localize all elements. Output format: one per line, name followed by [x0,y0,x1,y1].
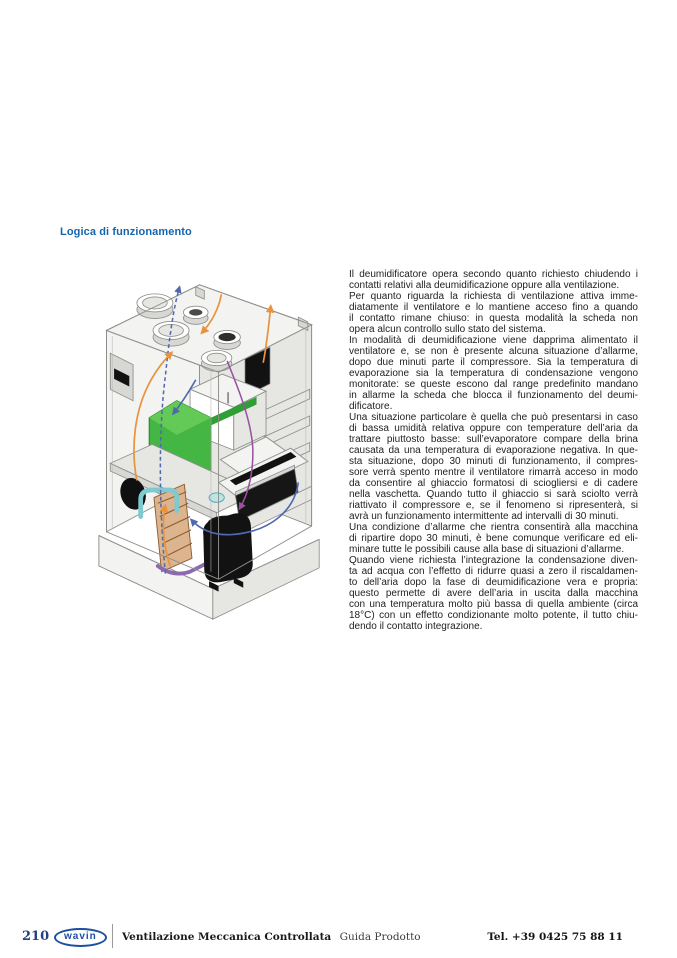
body-text-line: sore verrà spento mentre il ventilatore rimarrà acceso in modo [349,467,638,478]
body-text-line: diatamente il ventilatore e lo mantiene acceso fino a quando [349,302,638,313]
body-text-line: questo permette di avere dell’aria in uscita dalla macchina [349,588,638,599]
body-text [349,269,638,632]
body-text-line: avrà un funzionamento intermittente ad intervalli di 30 minuti. [349,511,619,522]
body-text-line: ventilatore e, se non è presente alcuna situazione d’allarme, [349,346,638,357]
body-text-line: da consentire al ghiaccio formatosi di sciogliersi e di cadere [349,478,638,489]
body-text-line: Quando viene richiesta l’integrazione la condensazione diven- [349,555,638,566]
body-text-line: evaporazione sia la temperatura di condensazione vengono [349,368,638,379]
body-text-line: trattare piuttosto basse: sull’evaporatore compare della brina [349,434,638,445]
body-text-line: causata da una temperatura di evaporazione negativa. In que- [349,445,638,456]
body-text-line: monitorate: se queste escono dal range predefinito mandano [349,379,638,390]
wavin-logo-text: wavin [64,931,97,942]
body-text-line: nella vaschetta. Quando tutto il ghiaccio si sarà sciolto verrà [349,489,638,500]
footer-phone: Tel. +39 0425 75 88 11 [487,931,623,943]
doc-title-bold: Ventilazione Meccanica Controllata [122,931,332,943]
body-text-line: riattivato il compressore e, se il fenomeno si ripresenterà, si [349,500,638,511]
body-text-line: in allarme la scheda che blocca il funzionamento del deumi- [349,390,638,401]
body-text-line: opera alcun controllo sullo stato del sistema. [349,324,546,335]
body-text-line: con una temperatura molto più bassa di quella ambiente (circa [349,599,638,610]
body-text-line: Una situazione particolare è quella che può presentarsi in caso [349,412,638,423]
unit-cutaway-diagram [78,258,342,627]
body-text-line: dopo due minuti parte il compressore. Sia la temperatura di [349,357,638,368]
body-text-line: contatti relativi alla deumidificazione oppure alla ventilazione. [349,280,620,291]
body-text-line: Una condizione d’allarme che rientra consentirà alla macchina [349,522,638,533]
body-text-line: di ripartire dopo 30 minuti, è bene comunque verificare ed eli- [349,533,638,544]
body-text-line: 18°C) con un effetto condizionante molto potente, il tutto chiu- [349,610,638,621]
footer-doc-title [122,931,421,943]
body-text-line: minare tutte le possibili cause alla base di situazioni d’allarme. [349,544,625,555]
doc-title-regular: Guida Prodotto [339,931,421,943]
page-title: Logica di funzionamento [60,226,192,238]
body-text-line: il contatto rimane chiuso: in questa modalità la scheda non [349,313,638,324]
body-text-line: di bassa umidità relativa oppure con temperature dell’aria da [349,423,638,434]
body-text-line: dendo il contatto integrazione. [349,621,483,632]
page-number: 210 [22,929,50,944]
wavin-logo [54,928,107,947]
body-text-line: ta ad acqua con l’effetto di ridurre quasi a zero il riscaldamen- [349,566,638,577]
pump [209,493,224,502]
footer-divider [112,924,113,948]
body-text-line: sta situazione, dopo 30 minuti di funzionamento, il compres- [349,456,638,467]
body-text-line: Per quanto riguarda la richiesta di ventilazione attiva imme- [349,291,638,302]
body-text-line: dificatore. [349,401,393,412]
body-text-line: Il deumidificatore opera secondo quanto richiesto chiudendo i [349,269,638,280]
body-text-line: to dell’aria dopo la fase di deumidificazione vera e propria: [349,577,638,588]
body-text-line: In modalità di deumidificazione viene dapprima alimentato il [349,335,638,346]
